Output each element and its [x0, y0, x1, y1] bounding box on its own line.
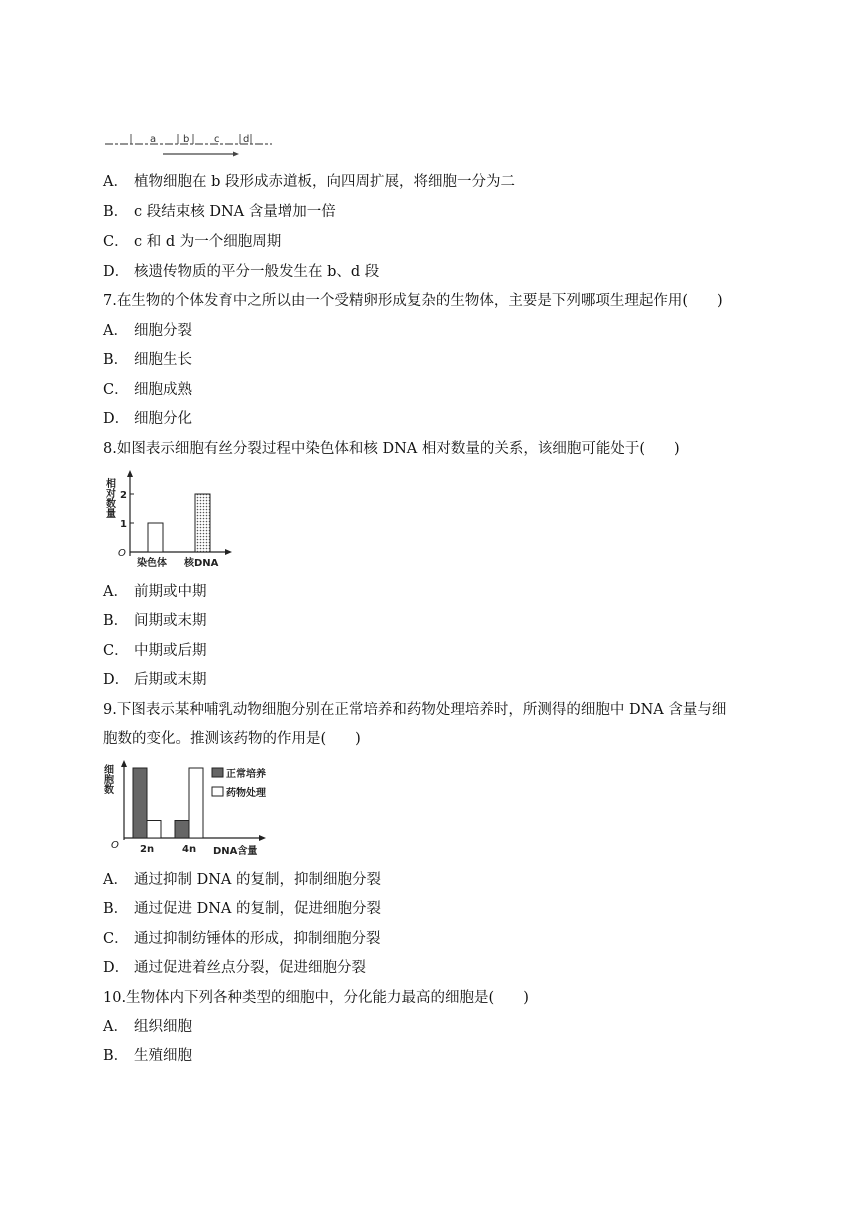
timeline-label-d: d	[243, 134, 250, 145]
q10-option-a: A． 组织细胞	[103, 1019, 192, 1035]
q9-category-label: 2n	[140, 844, 155, 855]
q6-option-b: B． c 段结束核 DNA 含量增加一倍	[103, 204, 336, 220]
q9-bar-normal-1	[175, 821, 189, 839]
q8-bar-chromosome	[148, 523, 163, 552]
q6-option-c: C． c 和 d 为一个细胞周期	[103, 234, 282, 250]
timeline-label-a: a	[150, 134, 157, 145]
q9-bar-normal-0	[133, 768, 147, 838]
q9-legend-label: 药物处理	[226, 788, 266, 799]
q9-category-label: 4n	[182, 844, 197, 855]
q8-option-b: B． 间期或末期	[103, 613, 207, 629]
q9-origin: O	[111, 840, 119, 851]
q9-option-d: D． 通过促进着丝点分裂，促进细胞分裂	[103, 960, 366, 976]
q8-option-d: D． 后期或末期	[103, 672, 207, 688]
q9-bar-chart	[100, 760, 280, 860]
q8-ytick-label: 1	[120, 519, 127, 530]
q9-xlabel: DNA含量	[213, 846, 258, 857]
q8-origin: O	[118, 548, 126, 559]
q8-y-arrow	[127, 470, 133, 477]
q7-option-a: A． 细胞分裂	[103, 323, 192, 339]
q9-stem-line1: 9.下图表示某种哺乳动物细胞分别在正常培养和药物处理培养时，所测得的细胞中 DNA 含量与细	[103, 702, 727, 718]
q10-stem: 10.生物体内下列各种类型的细胞中，分化能力最高的细胞是( )	[103, 990, 529, 1006]
q7-stem: 7.在生物的个体发育中之所以由一个受精卵形成复杂的生物体，主要是下列哪项生理起作用( )	[103, 293, 723, 309]
q8-bar-chart	[100, 466, 240, 576]
q9-bar-drug-0	[147, 821, 161, 839]
q6-option-d: D． 核遗传物质的平分一般发生在 b、d 段	[103, 264, 380, 280]
q7-option-d: D． 细胞分化	[103, 411, 192, 427]
q8-stem: 8.如图表示细胞有丝分裂过程中染色体和核 DNA 相对数量的关系，该细胞可能处于( )	[103, 441, 680, 457]
q9-option-c: C． 通过抑制纺锤体的形成，抑制细胞分裂	[103, 931, 381, 947]
q7-option-b: B． 细胞生长	[103, 352, 192, 368]
q9-option-b: B． 通过促进 DNA 的复制，促进细胞分裂	[103, 901, 382, 917]
q6-option-a: A． 植物细胞在 b 段形成赤道板，向四周扩展，将细胞一分为二	[103, 174, 515, 190]
timeline-arrowhead	[233, 152, 239, 157]
q9-ylabel: 细胞数	[101, 764, 113, 794]
q8-option-a: A． 前期或中期	[103, 584, 207, 600]
q9-bar-drug-1	[189, 768, 203, 838]
timeline-label-b: b	[183, 134, 190, 145]
q7-option-c: C． 细胞成熟	[103, 382, 192, 398]
q9-y-arrow	[121, 760, 127, 767]
q9-stem-line2: 胞数的变化。推测该药物的作用是( )	[103, 731, 361, 747]
q9-option-a: A． 通过抑制 DNA 的复制，抑制细胞分裂	[103, 872, 382, 888]
q8-bar-dna	[195, 494, 210, 552]
q10-option-b: B． 生殖细胞	[103, 1048, 192, 1064]
q9-legend-swatch	[212, 768, 223, 777]
q8-category-label: 染色体	[137, 558, 167, 569]
q9-x-arrow	[259, 835, 266, 841]
q8-x-arrow	[225, 549, 232, 555]
q8-ylabel: 相对数量	[103, 478, 115, 518]
timeline-label-c: c	[214, 134, 220, 145]
q8-option-c: C． 中期或后期	[103, 643, 207, 659]
q9-legend-label: 正常培养	[226, 769, 266, 780]
q9-legend-swatch	[212, 787, 223, 796]
q8-category-label: 核DNA	[184, 558, 219, 569]
cell-cycle-timeline	[100, 130, 280, 160]
q8-ytick-label: 2	[120, 490, 127, 501]
